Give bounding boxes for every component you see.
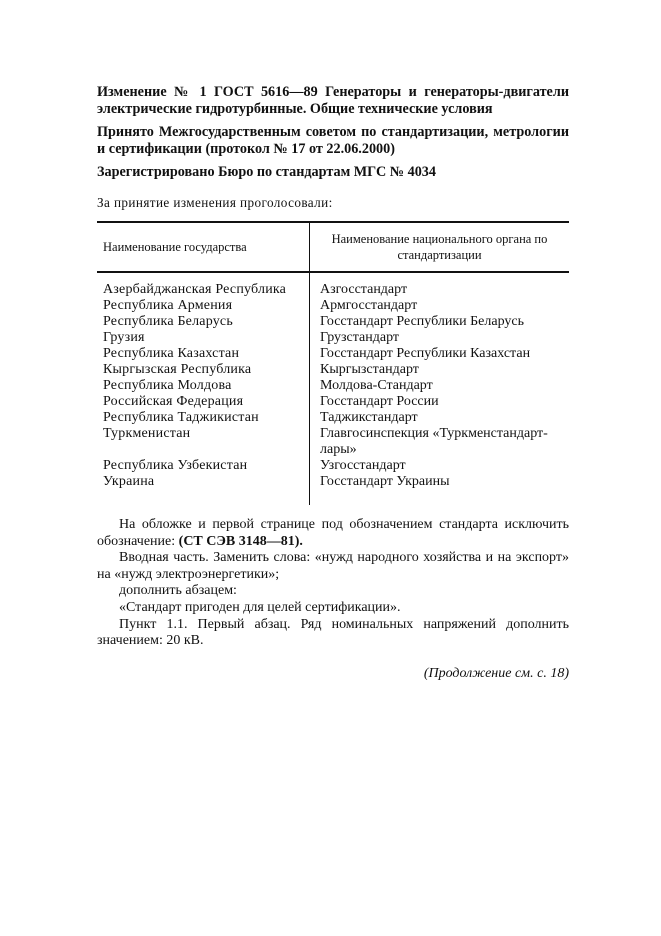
column-header-org: Наименование национального органа по стандартизации — [310, 222, 570, 272]
table-row — [97, 458, 569, 474]
org-cell: Азгосстандарт — [310, 272, 570, 298]
column-header-state: Наименование государства — [97, 222, 310, 272]
registration-statement: Зарегистрировано Бюро по стандартам МГС № 4034 — [97, 164, 436, 180]
state-cell: Республика Молдова — [103, 378, 232, 393]
amendment-body — [97, 517, 569, 650]
state-cell: Украина — [103, 474, 155, 489]
paragraph-cover-designation — [97, 517, 569, 550]
document-page — [97, 84, 569, 682]
table-row — [97, 394, 569, 410]
org-cell: Госстандарт России — [310, 394, 570, 410]
paragraph-text: На обложке и первой странице под обозначением стандарта исключить обозначение: — [97, 517, 569, 549]
table-row — [97, 346, 569, 362]
paragraph-certification: «Стандарт пригоден для целей сертификации». — [119, 599, 401, 615]
state-cell: Кыргызская Республика — [103, 362, 252, 377]
state-cell: Республика Армения — [103, 298, 233, 313]
table-row — [97, 426, 569, 458]
state-cell: Туркменистан — [103, 426, 191, 441]
state-cell: Российская Федерация — [103, 394, 244, 409]
excluded-designation: (СТ СЭВ 3148—81). — [178, 533, 303, 549]
state-cell: Республика Казахстан — [103, 346, 240, 361]
org-cell: Грузстандарт — [310, 330, 570, 346]
adoption-statement: Принято Межгосударственным советом по стандартизации, метрологии и сертификации (протокол № 17 от 22.06.2000) — [97, 124, 569, 157]
votes-table — [97, 221, 569, 505]
org-cell: Таджикстандарт — [310, 410, 570, 426]
org-cell: Главгосинспекция «Туркменстандарт-лары» — [310, 426, 570, 458]
paragraph-introduction-change: Вводная часть. Заменить слова: «нужд народного хозяйства и на экспорт» на «нужд электроэнергетики»; — [97, 550, 569, 582]
continuation-note: (Продолжение см. с. 18) — [423, 665, 569, 681]
votes-intro: За принятие изменения проголосовали: — [97, 195, 333, 210]
org-cell: Узгосстандарт — [310, 458, 570, 474]
state-cell: Республика Беларусь — [103, 314, 233, 329]
table-row — [97, 314, 569, 330]
paragraph-supplement: дополнить абзацем: — [119, 583, 237, 599]
table-row — [97, 410, 569, 426]
votes-table-header — [97, 222, 569, 272]
state-cell: Республика Узбекистан — [103, 458, 248, 473]
table-row — [97, 378, 569, 394]
org-cell: Госстандарт Украины — [310, 474, 570, 505]
org-cell: Госстандарт Республики Казахстан — [310, 346, 570, 362]
state-cell: Грузия — [103, 330, 145, 345]
org-cell: Госстандарт Республики Беларусь — [310, 314, 570, 330]
paragraph-clause-1-1: Пункт 1.1. Первый абзац. Ряд номинальных напряжений дополнить значением: 20 кВ. — [97, 616, 569, 649]
table-row — [97, 298, 569, 314]
table-row — [97, 474, 569, 505]
org-cell: Кыргызстандарт — [310, 362, 570, 378]
org-cell: Молдова-Стандарт — [310, 378, 570, 394]
table-row — [97, 330, 569, 346]
org-cell: Армгосстандарт — [310, 298, 570, 314]
table-row — [97, 362, 569, 378]
state-cell: Республика Таджикистан — [103, 410, 259, 425]
state-cell: Азербайджанская Республика — [103, 282, 287, 297]
amendment-title: Изменение № 1 ГОСТ 5616—89 Генераторы и генераторы-двигатели электрические гидротурбинные. Общие технические условия — [97, 84, 569, 117]
table-row — [97, 272, 569, 298]
